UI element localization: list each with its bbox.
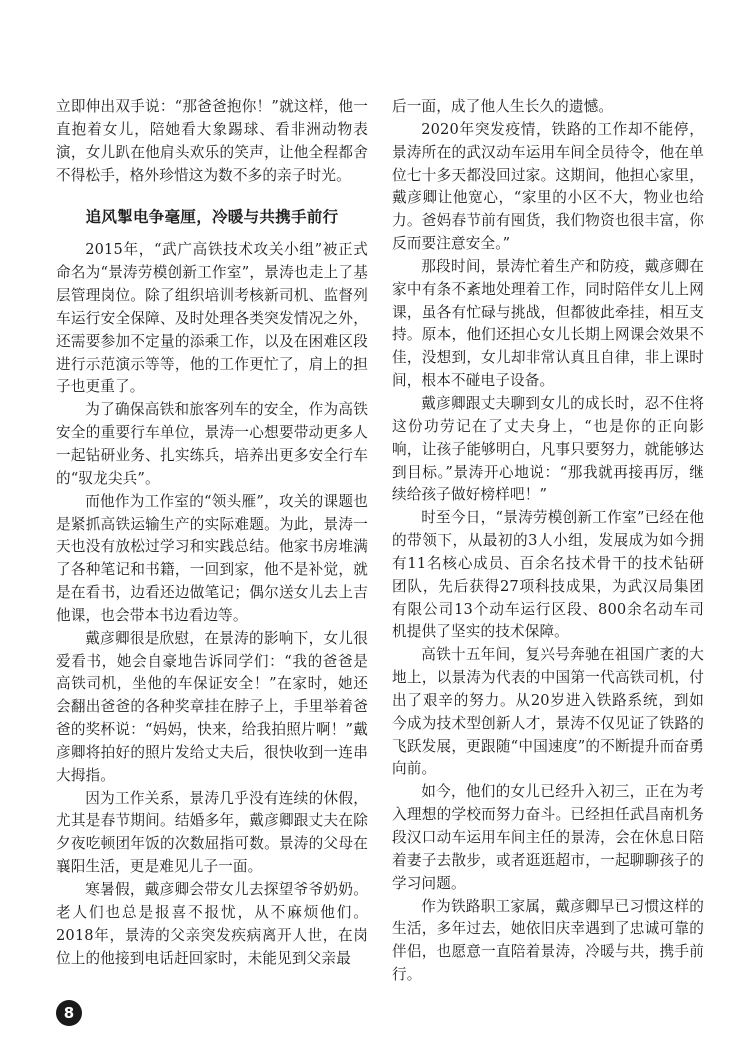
body-paragraph: 戴彦卿跟丈夫聊到女儿的成长时，忍不住将这份功劳记在了丈夫身上，“也是你的正向影响，让孩子能够明白，凡事只要努力，就能够达到目标。”景涛开心地说：“那我就再接再厉，继续给孩子做好榜样吧！”: [392, 394, 704, 504]
body-paragraph: 那段时间，景涛忙着生产和防疫，戴彦卿在家中有条不紊地处理着工作，同时陪伴女儿上网课，虽各有忙碌与挑战，但都彼此牵挂，相互支持。原本，他们还担心女儿长期上网课会效果不佳，没想到，女儿却非常认真且自律，非上课时间，根本不碰电子设备。: [392, 257, 704, 390]
body-paragraph: 寒暑假，戴彦卿会带女儿去探望爷爷奶奶。老人们也总是报喜不报忧，从不麻烦他们。2018年，景涛的父亲突发疾病离开人世，在岗位上的他接到电话赶回家时，未能见到父亲最: [56, 881, 368, 967]
body-paragraph: 戴彦卿很是欣慰，在景涛的影响下，女儿很爱看书，她会自豪地告诉同学们：“我的爸爸是高铁司机，坐他的车保证安全！”在家时，她还会翻出爸爸的各种奖章挂在脖子上，手里举着爸爸的奖杯说：“妈妈，快来，给我拍照片啊！”戴彦卿将拍好的照片发给丈夫后，很快收到一连串大拇指。: [56, 629, 368, 784]
intro-paragraph: 立即伸出双手说：“那爸爸抱你！”就这样，他一直抱着女儿，陪她看大象踢球、看非洲动物表演，女儿趴在他肩头欢乐的笑声，让他全程都舍不得松手，格外珍惜这为数不多的亲子时光。: [56, 98, 368, 184]
body-paragraph: 2015年，“武广高铁技术攻关小组”被正式命名为“景涛劳模创新工作室”，景涛也走上了基层管理岗位。除了组织培训考核新司机、监督列车运行安全保障、及时处理各类突发情况之外，还需要参加不定量的添乘工作，以及在困难区段进行示范演示等等，他的工作更忙了，肩上的担子也更重了。: [56, 241, 368, 396]
body-paragraph: 因为工作关系，景涛几乎没有连续的休假，尤其是春节期间。结婚多年，戴彦卿跟丈夫在除夕夜吃顿团年饭的次数屈指可数。景涛的父母在襄阳生活，更是难见儿子一面。: [56, 789, 368, 876]
body-paragraph: 为了确保高铁和旅客列车的安全，作为高铁安全的重要行车单位，景涛一心想要带动更多人一起钻研业务、扎实练兵，培养出更多安全行车的“驭龙尖兵”。: [56, 401, 368, 487]
continuation-paragraph: 后一面，成了他人生长久的遗憾。: [392, 98, 614, 115]
body-paragraph: 高铁十五年间，复兴号奔驰在祖国广袤的大地上，以景涛为代表的中国第一代高铁司机，付出了艰辛的努力。从20岁进入铁路系统，到如今成为技术型创新人才，景涛不仅见证了铁路的飞跃发展，更跟随“中国速度”的不断提升而奋勇向前。: [392, 646, 704, 778]
section-heading: 追风掣电争毫厘，冷暖与共携手前行: [85, 208, 339, 227]
body-paragraph: 而他作为工作室的“领头雁”，攻关的课题也是紧抓高铁运输生产的实际难题。为此，景涛一天也没有放松过学习和实践总结。他家书房堆满了各种笔记和书籍，一回到家，他不是补觉，就是在看书，边看还边做笔记；偶尔送女儿去上吉他课，也会带本书边看边等。: [56, 492, 368, 624]
body-paragraph: 作为铁路职工家属，戴彦卿早已习惯这样的生活，多年过去，她依旧庆幸遇到了忠诚可靠的伴侣，也愿意一直陪着景涛，冷暖与共，携手前行。: [392, 897, 704, 984]
right-column: [392, 96, 704, 987]
body-paragraph: 如今，他们的女儿已经升入初三，正在为考入理想的学校而努力奋斗。已经担任武昌南机务段汉口动车运用车间主任的景涛，会在休息日陪着妻子去散步，或者逛逛超市，一起聊聊孩子的学习问题。: [392, 783, 704, 892]
body-paragraph: 2020年突发疫情，铁路的工作却不能停，景涛所在的武汉动车运用车间全员待令，他在单位七十多天都没回过家。这期间，他担心家里，戴彦卿让他宽心，“家里的小区不大，物业也给力。爸妈春节前有囤货，我们物资也很丰富，你反而要注意安全。”: [392, 120, 704, 253]
body-paragraph: 时至今日，“景涛劳模创新工作室”已经在他的带领下，从最初的3人小组，发展成为如今拥有11名核心成员、百余名技术骨干的技术钻研团队，先后获得27项科技成果，为武汉局集团有限公司13个动车运行区段、800余名动车司机提供了坚实的技术保障。: [392, 509, 704, 641]
page-number-badge: 8: [56, 1000, 82, 1026]
left-column: [56, 96, 368, 970]
